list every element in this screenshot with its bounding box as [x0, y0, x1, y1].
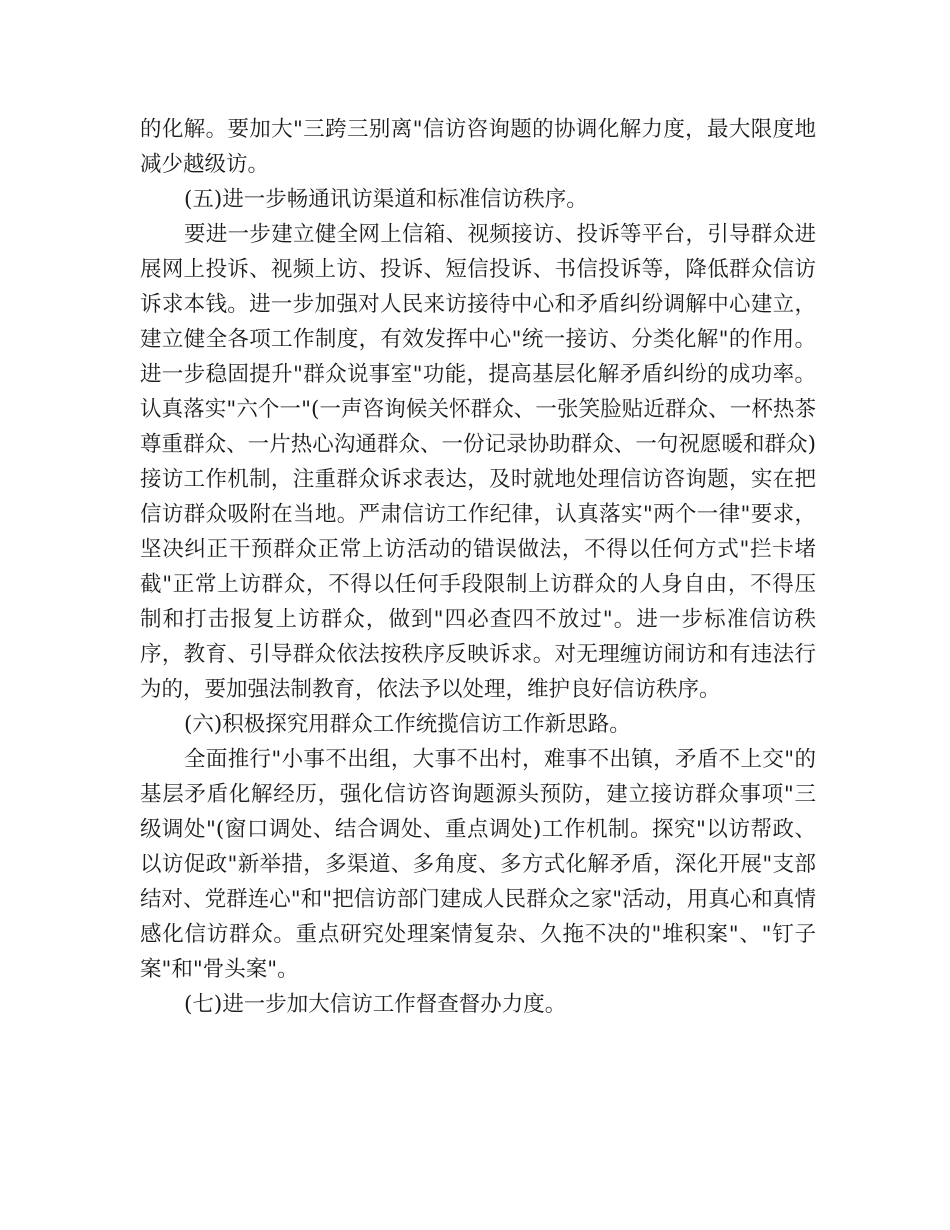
- paragraph-continuation: 的化解。要加大"三跨三别离"信访咨询题的协调化解力度，最大限度地减少越级访。: [140, 117, 816, 177]
- section-heading-five: (五)进一步畅通讯访渠道和标准信访秩序。: [184, 187, 588, 212]
- paragraph-mass-work: 全面推行"小事不出组，大事不出村，难事不出镇，矛盾不上交"的基层矛盾化解经历，强化信访咨询题源头预防，建立接访群众事项"三级调处"(窗口调处、结合调处、重点调处)工作机制。探究"以访帮政、以访促政"新举措，多渠道、多角度、多方式化解矛盾，深化开展"支部结对、党群连心"和"把信访部门建成人民群众之家"活动，用真心和真情感化信访群众。重点研究处理案情复杂、久拖不决的"堆积案"、"钉子案"和"骨头案"。: [140, 747, 816, 982]
- document-page: [140, 112, 816, 1022]
- paragraph-petition-channels: 要进一步建立健全网上信箱、视频接访、投诉等平台，引导群众进展网上投诉、视频上访、投诉、短信投诉、书信投诉等，降低群众信访诉求本钱。进一步加强对人民来访接待中心和矛盾纠纷调解中心建立，建立健全各项工作制度，有效发挥中心"统一接访、分类化解"的作用。进一步稳固提升"群众说事室"功能，提高基层化解矛盾纠纷的成功率。认真落实"六个一"(一声咨询候关怀群众、一张笑脸贴近群众、一杯热茶尊重群众、一片热心沟通群众、一份记录协助群众、一句祝愿暖和群众)接访工作机制，注重群众诉求表达，及时就地处理信访咨询题，实在把信访群众吸附在当地。严肃信访工作纪律，认真落实"两个一律"要求，坚决纠正干预群众正常上访活动的错误做法，不得以任何方式"拦卡堵截"正常上访群众，不得以任何手段限制上访群众的人身自由，不得压制和打击报复上访群众，做到"四必查四不放过"。进一步标准信访秩序，教育、引导群众依法按秩序反映诉求。对无理缠访闹访和有违法行为的，要加强法制教育，依法予以处理，维护良好信访秩序。: [140, 222, 816, 702]
- section-heading-six: (六)积极探究用群众工作统揽信访工作新思路。: [184, 712, 631, 737]
- section-heading-seven: (七)进一步加大信访工作督查督办力度。: [184, 992, 567, 1017]
